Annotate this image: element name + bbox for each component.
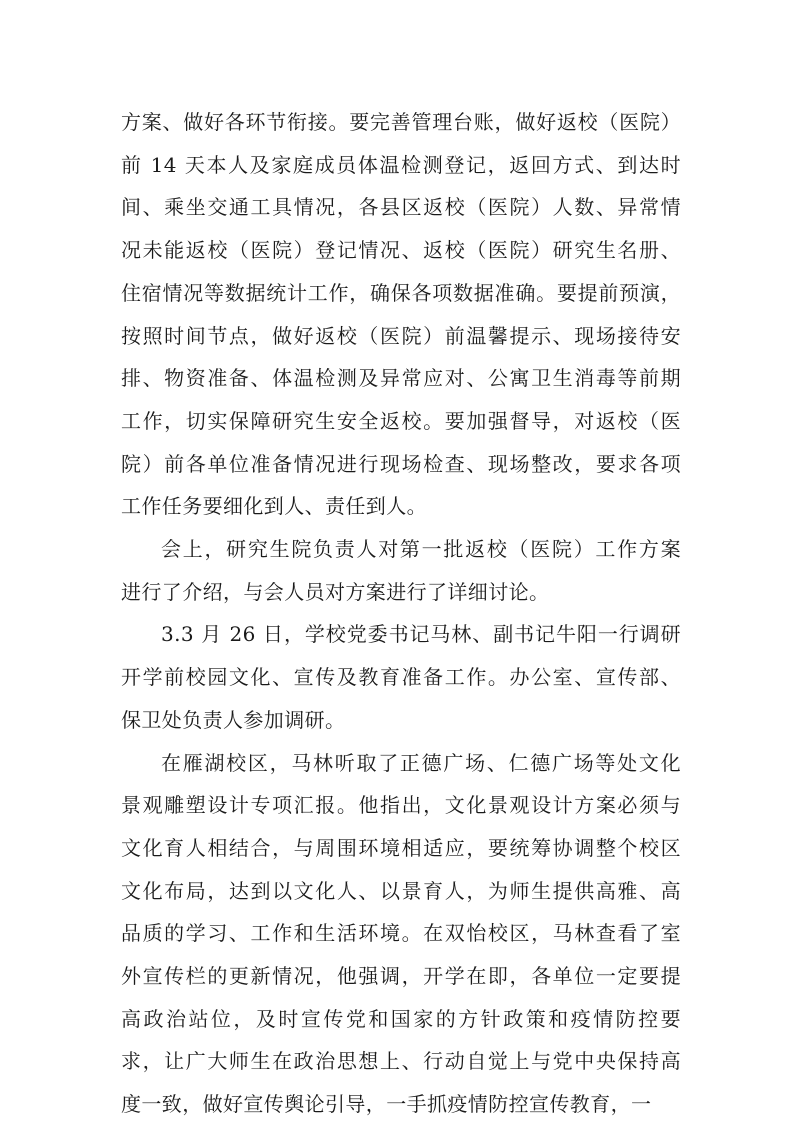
- text-line-23: 求，让广大师生在政治思想上、行动自觉上与党中央保持高: [121, 1049, 681, 1073]
- text-line-6: 按照时间节点，做好返校（医院）前温馨提示、现场接待安: [121, 324, 681, 348]
- text-line-19: 文化布局，达到以文化人、以景育人，为师生提供高雅、高: [121, 879, 681, 903]
- text-line-17: 景观雕塑设计专项汇报。他指出，文化景观设计方案必须与: [121, 793, 681, 817]
- text-line-9: 院）前各单位准备情况进行现场检查、现场整改，要求各项: [121, 452, 681, 476]
- text-line-2: 前 14 天本人及家庭成员体温检测登记，返回方式、到达时: [121, 153, 681, 177]
- text-line-1: 方案、做好各环节衔接。要完善管理台账，做好返校（医院）: [121, 110, 681, 134]
- text-line-3: 间、乘坐交通工具情况，各县区返校（医院）人数、异常情: [121, 195, 681, 219]
- text-line-22: 高政治站位，及时宣传党和国家的方针政策和疫情防控要: [121, 1007, 681, 1031]
- text-line-8: 工作，切实保障研究生安全返校。要加强督导，对返校（医: [121, 409, 681, 433]
- text-line-5: 住宿情况等数据统计工作，确保各项数据准确。要提前预演，: [121, 281, 681, 305]
- text-line-12: 进行了介绍，与会人员对方案进行了详细讨论。: [121, 580, 550, 604]
- text-line-16: 在雁湖校区，马林听取了正德广场、仁德广场等处文化: [161, 751, 681, 775]
- text-line-15: 保卫处负责人参加调研。: [121, 708, 346, 732]
- text-line-10: 工作任务要细化到人、责任到人。: [121, 494, 427, 518]
- text-line-21: 外宣传栏的更新情况，他强调，开学在即，各单位一定要提: [121, 964, 681, 988]
- text-line-7: 排、物资准备、体温检测及异常应对、公寓卫生消毒等前期: [121, 366, 681, 390]
- text-line-11: 会上，研究生院负责人对第一批返校（医院）工作方案: [161, 537, 681, 561]
- text-line-18: 文化育人相结合，与周围环境相适应，要统筹协调整个校区: [121, 836, 681, 860]
- text-line-20: 品质的学习、工作和生活环境。在双怡校区，马林查看了室: [121, 921, 681, 945]
- text-line-24: 度一致，做好宣传舆论引导，一手抓疫情防控宣传教育，一: [121, 1092, 652, 1116]
- text-line-4: 况未能返校（医院）登记情况、返校（医院）研究生名册、: [121, 238, 681, 262]
- text-line-14: 开学前校园文化、宣传及教育准备工作。办公室、宣传部、: [121, 665, 681, 689]
- text-line-13: 3.3 月 26 日，学校党委书记马林、副书记牛阳一行调研: [161, 622, 681, 646]
